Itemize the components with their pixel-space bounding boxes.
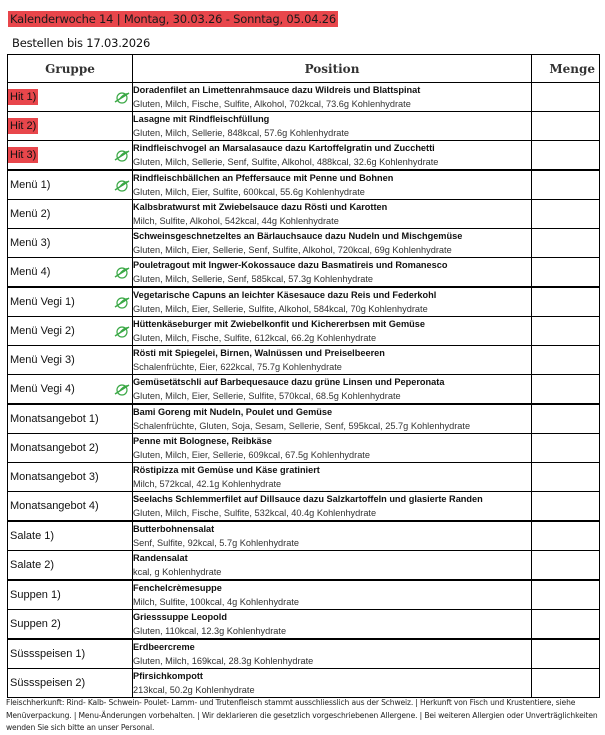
group-cell (8, 346, 133, 375)
group-cell (8, 141, 133, 171)
table-row (8, 287, 600, 317)
quantity-field[interactable] (532, 434, 600, 463)
table-row (8, 141, 600, 171)
group-label: Salate 1) (10, 530, 55, 542)
position-cell (133, 83, 532, 112)
group-label: Monatsangebot 4) (10, 500, 99, 512)
group-label: Menü Vegi 1) (10, 296, 75, 308)
group-label: Monatsangebot 1) (10, 413, 99, 425)
group-cell (8, 83, 133, 112)
position-cell (133, 669, 532, 698)
column-header-menge: Menge (532, 55, 600, 83)
dish-name: Rindfleischvogel an Marsalasauce dazu Kartoffelgratin und Zucchetti (133, 143, 435, 153)
position-cell (133, 434, 532, 463)
table-row (8, 551, 600, 581)
group-label: Salate 2) (10, 559, 55, 571)
quantity-field[interactable] (532, 229, 600, 258)
table-row (8, 434, 600, 463)
quantity-field[interactable] (532, 551, 600, 581)
group-cell (8, 258, 133, 288)
group-cell (8, 492, 133, 522)
menu-table (7, 54, 600, 698)
quantity-field[interactable] (532, 83, 600, 112)
table-row (8, 317, 600, 346)
quantity-field[interactable] (532, 492, 600, 522)
quantity-field[interactable] (532, 580, 600, 610)
position-cell (133, 580, 532, 610)
group-label: Suppen 2) (10, 618, 61, 630)
dish-name: Pfirsichkompott (133, 671, 203, 681)
group-cell (8, 200, 133, 229)
column-header-gruppe: Gruppe (8, 55, 133, 83)
dish-info: kcal, g Kohlenhydrate (133, 567, 222, 577)
group-label: Menü 2) (10, 208, 51, 220)
group-label: Menü Vegi 2) (10, 325, 75, 337)
eco-leaf-icon (114, 266, 130, 279)
group-cell (8, 434, 133, 463)
dish-info: Gluten, Milch, 169kcal, 28.3g Kohlenhydrate (133, 656, 314, 666)
group-label: Hit 1) (10, 91, 37, 103)
position-cell (133, 492, 532, 522)
group-cell (8, 580, 133, 610)
dish-info: Gluten, Milch, Sellerie, Senf, 585kcal, 57.3g Kohlenhydrate (133, 274, 374, 284)
quantity-field[interactable] (532, 375, 600, 405)
quantity-field[interactable] (532, 463, 600, 492)
quantity-field[interactable] (532, 610, 600, 640)
quantity-field[interactable] (532, 141, 600, 171)
table-row (8, 258, 600, 288)
eco-leaf-icon (114, 296, 130, 309)
quantity-field[interactable] (532, 200, 600, 229)
group-cell (8, 287, 133, 317)
dish-name: Schweinsgeschnetzeltes an Bärlauchsauce dazu Nudeln und Mischgemüse (133, 231, 463, 241)
dish-info: Gluten, Milch, Fische, Sulfite, 612kcal, 66.2g Kohlenhydrate (133, 333, 377, 343)
order-deadline: Bestellen bis 17.03.2026 (12, 36, 151, 50)
dish-name: Butterbohnensalat (133, 524, 215, 534)
dish-name: Vegetarische Capuns an leichter Käsesauce dazu Reis und Federkohl (133, 290, 437, 300)
dish-name: Seelachs Schlemmerfilet auf Dillsauce dazu Salzkartoffeln und glasierte Randen (133, 494, 483, 504)
dish-name: Griesssuppe Leopold (133, 612, 227, 622)
eco-leaf-icon (114, 149, 130, 162)
table-row (8, 669, 600, 698)
quantity-field[interactable] (532, 639, 600, 669)
dish-name: Fenchelcrèmesuppe (133, 583, 222, 593)
eco-leaf-icon (114, 325, 130, 338)
position-cell (133, 317, 532, 346)
group-label: Menü Vegi 3) (10, 354, 75, 366)
dish-info: Gluten, Milch, Eier, Sellerie, Senf, Sulfite, Alkohol, 720kcal, 69g Kohlenhydrate (133, 245, 452, 255)
dish-info: Gluten, Milch, Eier, Sellerie, Sulfite, Alkohol, 584kcal, 70g Kohlenhydrate (133, 304, 428, 314)
table-row (8, 521, 600, 551)
quantity-field[interactable] (532, 287, 600, 317)
dish-info: Gluten, Milch, Fische, Sulfite, Alkohol, 702kcal, 73.6g Kohlenhydrate (133, 99, 411, 109)
dish-name: Randensalat (133, 553, 188, 563)
dish-name: Hüttenkäseburger mit Zwiebelkonfit und Kichererbsen mit Gemüse (133, 319, 426, 329)
table-row (8, 639, 600, 669)
dish-name: Rösti mit Spiegelei, Birnen, Walnüssen und Preiselbeeren (133, 348, 385, 358)
group-label: Hit 2) (10, 120, 37, 132)
group-label: Süssspeisen 2) (10, 677, 86, 689)
table-row (8, 112, 600, 141)
dish-name: Bami Goreng mit Nudeln, Poulet und Gemüse (133, 407, 333, 417)
week-title: Kalenderwoche 14 | Montag, 30.03.26 - Sonntag, 05.04.26 (10, 12, 337, 26)
group-cell (8, 317, 133, 346)
dish-info: Senf, Sulfite, 92kcal, 5.7g Kohlenhydrate (133, 538, 299, 548)
dish-info: Milch, Sulfite, Alkohol, 542kcal, 44g Kohlenhydrate (133, 216, 339, 226)
dish-info: Schalenfrüchte, Eier, 622kcal, 75.7g Kohlenhydrate (133, 362, 342, 372)
position-cell (133, 287, 532, 317)
table-row (8, 580, 600, 610)
position-cell (133, 200, 532, 229)
dish-info: Gluten, Milch, Eier, Sellerie, 609kcal, 67.5g Kohlenhydrate (133, 450, 370, 460)
group-label: Süssspeisen 1) (10, 648, 86, 660)
quantity-field[interactable] (532, 346, 600, 375)
group-cell (8, 112, 133, 141)
column-header-position: Position (133, 55, 532, 83)
table-row (8, 200, 600, 229)
dish-name: Pouletragout mit Ingwer-Kokossauce dazu Basmatireis und Romanesco (133, 260, 448, 270)
dish-info: Gluten, Milch, Fische, Sulfite, 532kcal, 40.4g Kohlenhydrate (133, 508, 377, 518)
dish-info: 213kcal, 50.2g Kohlenhydrate (133, 685, 255, 695)
quantity-field[interactable] (532, 317, 600, 346)
position-cell (133, 610, 532, 640)
position-cell (133, 112, 532, 141)
quantity-field[interactable] (532, 112, 600, 141)
table-row (8, 404, 600, 434)
group-label: Menü 3) (10, 237, 51, 249)
group-cell (8, 375, 133, 405)
dish-info: Milch, Sulfite, 100kcal, 4g Kohlenhydrate (133, 597, 299, 607)
dish-name: Gemüsetätschli auf Barbequesauce dazu grüne Linsen und Peperonata (133, 377, 445, 387)
dish-info: Gluten, Milch, Sellerie, 848kcal, 57.6g Kohlenhydrate (133, 128, 350, 138)
table-row (8, 610, 600, 640)
table-row (8, 229, 600, 258)
dish-name: Doradenfilet an Limettenrahmsauce dazu Wildreis und Blattspinat (133, 85, 421, 95)
position-cell (133, 346, 532, 375)
group-cell (8, 170, 133, 200)
menu-table-body (8, 83, 600, 698)
footer-note: Fleischherkunft: Rind- Kalb- Schwein- Poulet- Lamm- und Trutenfleisch stammt ausschliesslich aus der Schweiz. | Herkunft von Fisch und Krustentiere, siehe Menüverpackung. | Menu-Änderungen vorbehalten. | Wir deklarieren die gesetzlich vorgeschriebenen Allergene. | Bei weiteren Allergien oder Unverträglichkeiten wenden Sie sich bitte an unser Personal. (6, 698, 598, 732)
position-cell (133, 463, 532, 492)
eco-leaf-icon (114, 179, 130, 192)
position-cell (133, 229, 532, 258)
table-row (8, 375, 600, 405)
position-cell (133, 551, 532, 581)
position-cell (133, 521, 532, 551)
group-label: Hit 3) (10, 149, 37, 161)
group-label: Menü 1) (10, 179, 51, 191)
group-cell (8, 669, 133, 698)
dish-name: Erdbeercreme (133, 642, 195, 652)
dish-name: Röstipizza mit Gemüse und Käse gratiniert (133, 465, 320, 475)
quantity-field[interactable] (532, 170, 600, 200)
group-label: Monatsangebot 2) (10, 442, 99, 454)
position-cell (133, 170, 532, 200)
group-cell (8, 463, 133, 492)
position-cell (133, 639, 532, 669)
position-cell (133, 141, 532, 171)
group-cell (8, 551, 133, 581)
dish-info: Gluten, Milch, Eier, Sulfite, 600kcal, 55.6g Kohlenhydrate (133, 187, 365, 197)
table-row (8, 83, 600, 112)
group-cell (8, 521, 133, 551)
quantity-field[interactable] (532, 258, 600, 288)
group-label: Monatsangebot 3) (10, 471, 99, 483)
position-cell (133, 404, 532, 434)
dish-name: Rindfleischbällchen an Pfeffersauce mit Penne und Bohnen (133, 173, 394, 183)
table-header-row (8, 55, 600, 83)
table-row (8, 492, 600, 522)
group-cell (8, 610, 133, 640)
quantity-field[interactable] (532, 521, 600, 551)
quantity-field[interactable] (532, 669, 600, 698)
quantity-field[interactable] (532, 404, 600, 434)
position-cell (133, 258, 532, 288)
eco-leaf-icon (114, 383, 130, 396)
group-cell (8, 404, 133, 434)
dish-info: Schalenfrüchte, Gluten, Soja, Sesam, Sellerie, Senf, 595kcal, 25.7g Kohlenhydrate (133, 421, 471, 431)
group-cell (8, 229, 133, 258)
dish-info: Gluten, 110kcal, 12.3g Kohlenhydrate (133, 626, 287, 636)
eco-leaf-icon (114, 91, 130, 104)
group-cell (8, 639, 133, 669)
dish-info: Gluten, Milch, Sellerie, Senf, Sulfite, Alkohol, 488kcal, 32.6g Kohlenhydrate (133, 157, 439, 167)
dish-info: Milch, 572kcal, 42.1g Kohlenhydrate (133, 479, 282, 489)
table-row (8, 463, 600, 492)
dish-name: Lasagne mit Rindfleischfüllung (133, 114, 270, 124)
dish-info: Gluten, Milch, Eier, Sellerie, Sulfite, 570kcal, 68.5g Kohlenhydrate (133, 391, 401, 401)
dish-name: Kalbsbratwurst mit Zwiebelsauce dazu Rösti und Karotten (133, 202, 388, 212)
group-label: Menü 4) (10, 266, 51, 278)
group-label: Menü Vegi 4) (10, 383, 75, 395)
table-row (8, 346, 600, 375)
position-cell (133, 375, 532, 405)
dish-name: Penne mit Bolognese, Reibkäse (133, 436, 272, 446)
table-row (8, 170, 600, 200)
group-label: Suppen 1) (10, 589, 61, 601)
